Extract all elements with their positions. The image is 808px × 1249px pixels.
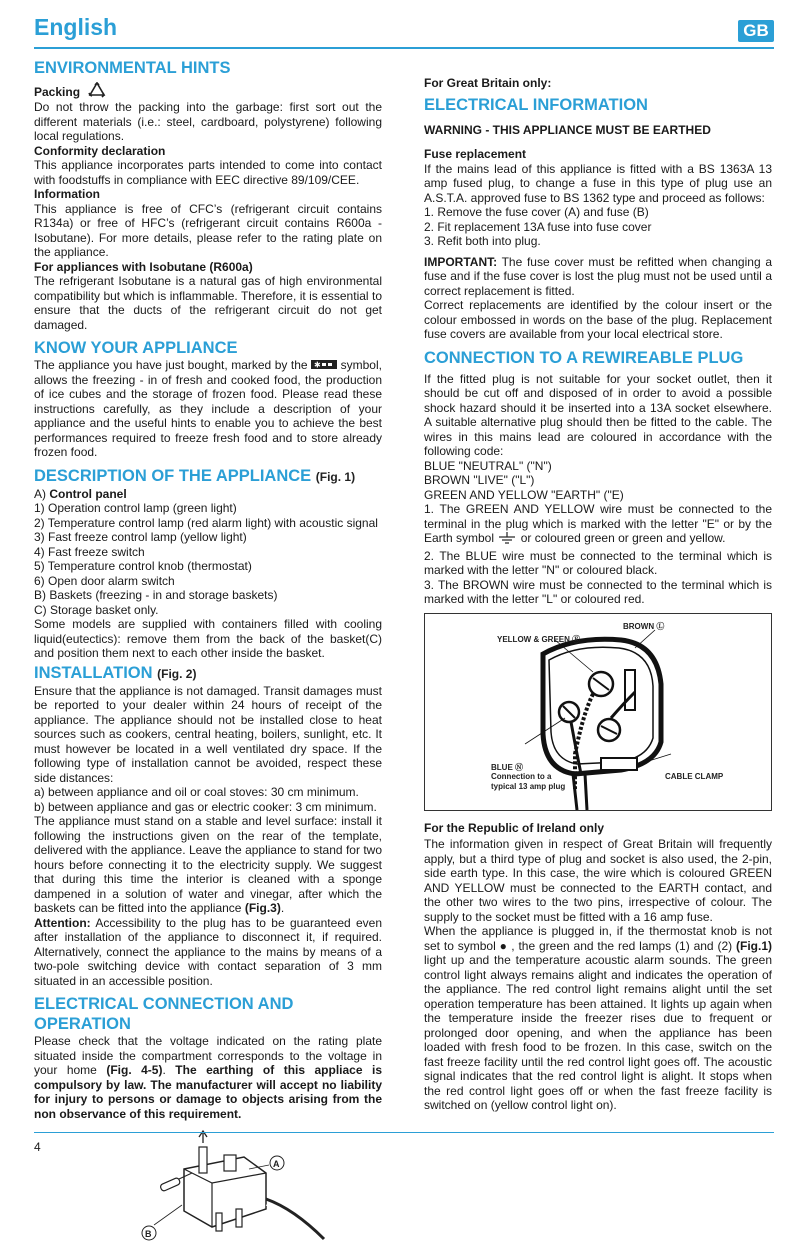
installation-text-b: The appliance must stand on a stable and level surface: install it following the instructions given on the rear of the template, delivered with the appliance. Leave the appliance to stand for two hours before connecting it to the electricity supply. We suggest that during this time the interior is cleaned with a sponge dampened in a solution of water and vinegar, after which the baskets can be fitted into the appliance (Fig.3). (34, 814, 382, 915)
know-text-part-a: The appliance you have just bought, marked by the (34, 358, 308, 372)
blue-wire-label: BLUE Ⓝ (491, 762, 523, 772)
installation-fig-ref: (Fig. 2) (157, 666, 197, 681)
gb-only-heading: For Great Britain only: (424, 76, 552, 90)
isobutane-text: The refrigerant Isobutane is a natural gas of high environmental compatibility but which is inflammable. Therefore, it is essential to ensure that the ducts of the refrigerant circuit do not get damaged. (34, 274, 382, 332)
attention-body: Accessibility to the plug has to be guaranteed even after installation of the appliance to disconnect it, if required. Alternatively, connect the appliance to the mains by means of a two-pole switching device with contact separation of 3 mm situated in an accessible position. (34, 915, 383, 988)
description-fig-ref: (Fig. 1) (315, 469, 356, 484)
desc-item: C) Storage basket only. (34, 602, 159, 617)
desc-item: 2) Temperature control lamp (red alarm light) with acoustic signal (34, 515, 378, 530)
know-text-part-b: symbol, allows the freezing - in of fresh and cooked food, the production of ice cubes and the storage of frozen food. Please read these instructions carefully, as they include a description of your appliance and the useful hints to enable you to achieve the best performances required to freeze fresh food and to store already frozen food. (34, 358, 382, 459)
conformity-text: This appliance incorporates parts intended to come into contact with foodstuffs in compliance with EEC directive 89/109/CEE. (34, 158, 382, 187)
fuse-replacement-heading: Fuse replacement (424, 147, 527, 161)
electrical-text-b: The earthing of this appliace is compulsory by law. The manufacturer will accept no liability for injury to persons or damage to objects arising from the non observance of this requirement. (34, 1063, 383, 1121)
freezer-star-symbol-icon (311, 360, 337, 369)
description-title: DESCRIPTION OF THE APPLIANCE (34, 466, 312, 485)
installation-fig3-ref: (Fig.3) (244, 901, 281, 915)
desc-item: 4) Fast freeze switch (34, 544, 145, 559)
header-rule (34, 47, 774, 49)
installation-distance-a: a) between appliance and oil or coal stoves: 30 cm minimum. (34, 785, 359, 799)
attention-text (34, 916, 382, 989)
electrical-connection-heading: ELECTRICAL CONNECTION AND OPERATION (34, 995, 294, 1033)
packing-heading (34, 82, 382, 100)
wire1-part-a: 1. The GREEN AND YELLOW wire must be connected to the terminal in the plug which is marked with the letter "E" or by the Earth symbol (424, 502, 772, 545)
installation-heading (34, 663, 382, 684)
description-heading (34, 466, 382, 487)
control-panel-line (34, 487, 382, 502)
country-badge: GB (738, 20, 774, 42)
desc-item: 5) Temperature control knob (thermostat) (34, 559, 252, 573)
control-panel-label: Control panel (49, 486, 127, 501)
rewireable-plug-heading: CONNECTION TO A REWIREABLE PLUG (424, 348, 744, 367)
code-line: BLUE "NEUTRAL" ("N") (424, 458, 552, 473)
plug-label-a: A (273, 1159, 280, 1169)
installation-title: INSTALLATION (34, 663, 153, 682)
important-label: IMPORTANT: (424, 254, 498, 269)
electrical-connection-text: Please check that the voltage indicated on the rating plate situated inside the compartment corresponds to the voltage in your home (Fig. 4-5). The earthing of this appliace is compulsory by law. The manufacturer will accept no liability for injury to persons or damage to objects arising from the non observance of this requirement. (34, 1034, 383, 1121)
attention-label: Attention: (34, 915, 91, 930)
earthed-warning: WARNING - THIS APPLIANCE MUST BE EARTHED (424, 122, 711, 137)
environmental-hints-heading: ENVIRONMENTAL HINTS (34, 59, 231, 77)
wire-instruction-1 (424, 502, 772, 546)
fuse-step: 2. Fit replacement 13A fuse into fuse cover (424, 219, 652, 234)
code-line: BROWN "LIVE" ("L") (424, 473, 535, 487)
plugged-in-text (424, 924, 772, 1113)
recycle-icon (86, 82, 108, 100)
electrical-text-a: Please check that the voltage indicated on the rating plate situated inside the compartment corresponds to the voltage in your home (34, 1034, 382, 1077)
page-number: 4 (34, 1140, 41, 1154)
ireland-text: The information given in respect of Great Britain will frequently apply, but a third type of plug and socket is also used, the 2-pin, side earth type. In this case, the wire which is coloured GREEN AND YELLOW must be connected to the EARTH contact, and the other two wires to the two pins, irrespective of colour. The supply to the socket must be fitted with a 16 amp fuse. (424, 837, 772, 924)
conformity-heading: Conformity declaration (34, 143, 166, 158)
isobutane-heading: For appliances with Isobutane (R600a) (34, 259, 253, 274)
svg-text:✱: ✱ (314, 360, 321, 369)
plugged-fig-ref: (Fig.1) (736, 938, 773, 953)
packing-text: Do not throw the packing into the garbage: first sort out the different materials (i.e.: steel, cardboard, polystyrene) following local regulations. (34, 100, 382, 143)
code-line: GREEN AND YELLOW "EARTH" ("E) (424, 487, 624, 502)
know-text (34, 358, 382, 460)
correct-replacements-text: Correct replacements are identified by the colour insert or the colour embossed in words on the base of the plug. Replacement fuse covers are available from your local electrical store. (424, 298, 772, 341)
fuse-text: If the mains lead of this appliance is fitted with a BS 1363A 13 amp fused plug, to change a fuse in this type of plug use an A.S.T.A. approved fuse to BS 1362 type and proceed as follows: (424, 161, 772, 205)
important-text (424, 255, 772, 299)
fuse-step: 1. Remove the fuse cover (A) and fuse (B) (424, 205, 649, 219)
yellow-green-wire-label: YELLOW & GREEN Ⓔ (497, 634, 581, 644)
connection-label-2: typical 13 amp plug (491, 781, 566, 791)
know-your-appliance-heading: KNOW YOUR APPLIANCE (34, 339, 238, 357)
desc-models-text: Some models are supplied with containers filled with cooling liquid(eutectics): remove them from the back of the basket(C) and position them next to each other inside the basket. (34, 617, 382, 660)
installation-text-b-part: The appliance must stand on a stable and level surface: install it following the instructions given on the rear of the template, delivered with the appliance. Leave the appliance to stand for two hours before connecting it to the electricity supply. We suggest that during this time the interior is cleaned with a sponge dampened in a solution of water and vinegar, after which the baskets can be fitted into the appliance (34, 814, 382, 915)
plugged-text-b: light up and the temperature acoustic alarm sounds. The green control light always remains alight and indicates the operation of the appliance. The red control light remains alight until the set operation temperature has been attained. It lights up again when the temperature inside the freezer rises due to frequent or prolonged door opening, and when the appliance has been loaded with fresh food to be frozen. In this case, switch on the fast freeze facility until the red control light goes off. The acoustic signal indicates that the red control light is alight. It stops when the red control light goes off or when the fast freeze facility is switched on (yellow control light on). (424, 953, 772, 1112)
ireland-heading: For the Republic of Ireland only (424, 820, 605, 835)
packing-heading-text: Packing (34, 85, 81, 99)
plug-wiring-diagram (424, 613, 772, 811)
wire-instruction-3: 3. The BROWN wire must be connected to the terminal which is marked with the letter "L" or coloured red. (424, 577, 772, 606)
information-heading: Information (34, 187, 100, 201)
installation-distance-b: b) between appliance and gas or electric cooker: 3 cm minimum. (34, 799, 377, 814)
desc-item: 1) Operation control lamp (green light) (34, 501, 237, 515)
electrical-information-heading: ELECTRICAL INFORMATION (424, 95, 648, 114)
plug-label-b: B (145, 1229, 152, 1239)
left-column (34, 58, 382, 1244)
desc-item: 3) Fast freeze control lamp (yellow light) (34, 530, 247, 544)
desc-item: B) Baskets (freezing - in and storage baskets) (34, 588, 278, 602)
connection-label-1: Connection to a (491, 771, 552, 781)
desc-item: 6) Open door alarm switch (34, 573, 175, 588)
information-text: This appliance is free of CFC’s (refrigerant circuit contains R134a) or free of HFC’s (refrigerant circuit contains R600a - Isobutane). For more details, please refer to the rating plate on the appliance. (34, 201, 382, 259)
electrical-fig-ref: (Fig. 4-5) (106, 1063, 163, 1077)
page-language-title: English (34, 14, 118, 40)
footer-rule (34, 1132, 774, 1133)
control-panel-prefix: A) (34, 486, 46, 501)
brown-wire-label: BROWN Ⓛ (623, 621, 665, 631)
fuse-step: 3. Refit both into plug. (424, 234, 541, 248)
installation-text-a: Ensure that the appliance is not damaged. Transit damages must be reported to your dealer within 24 hours of receipt of the appliance. The appliance should not be installed close to heat sources such as cookers, central heating, boilers, sunlight, etc. It must however be located in a well ventilated dry space. If the following type of installation cannot be avoided, respect these side distances: (34, 683, 382, 785)
plugged-text-a: When the appliance is plugged in, if the thermostat knob is not set to symbol ● , the green and the red lamps (1) and (2) (424, 924, 772, 953)
fuse-plug-drawing (34, 1129, 382, 1244)
right-column (424, 76, 772, 1113)
cable-clamp-label: CABLE CLAMP (665, 771, 724, 781)
important-body: The fuse cover must be refitted when changing a fuse and if the fuse cover is lost the plug must not be used until a correct replacement is fitted. (424, 254, 772, 298)
wire1-part-b: or coloured green or green and yellow. (520, 531, 726, 545)
wire-instruction-2: 2. The BLUE wire must be connected to the terminal which is marked with the letter "N" or coloured black. (424, 548, 772, 577)
earth-symbol-icon (497, 532, 517, 544)
fuse-plug-illustration (34, 1129, 382, 1244)
rewire-text: If the fitted plug is not suitable for your socket outlet, then it should be cut off and disposed of in order to avoid a possible shock hazard should it be inserted into a 13A socket elsewhere. A suitable alternative plug should then be fitted to the cable. The wires in this mains lead are coloured in accordance with the following code: (424, 371, 772, 458)
